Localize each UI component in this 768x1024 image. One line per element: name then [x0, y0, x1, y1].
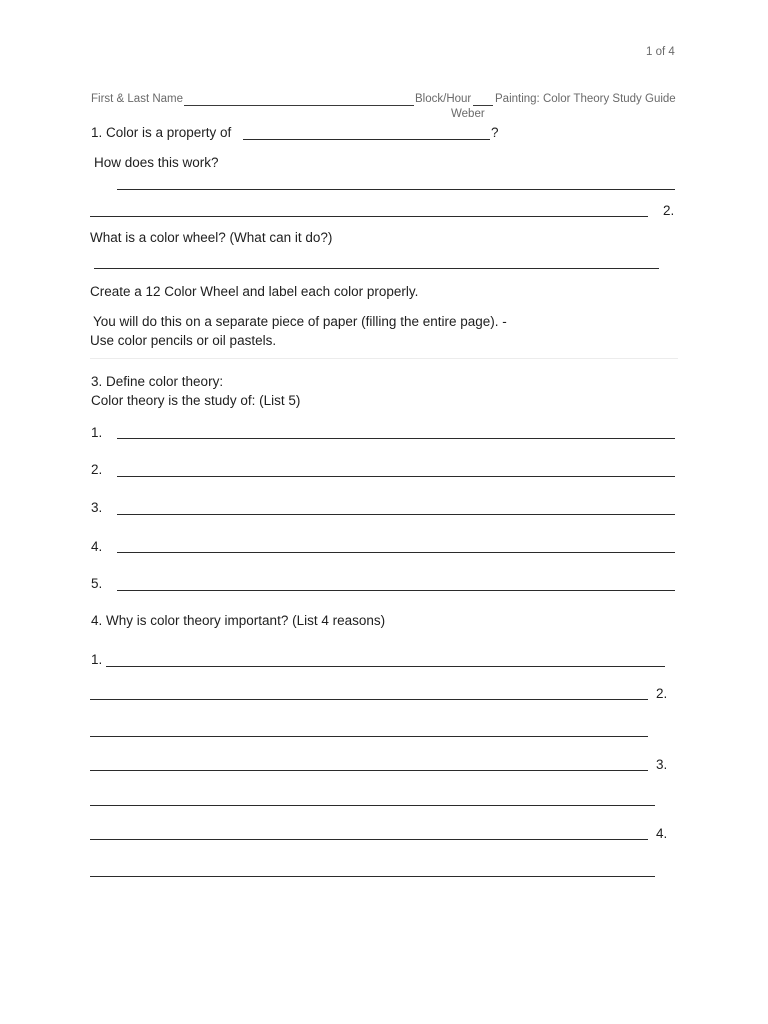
block-blank[interactable]	[473, 105, 493, 106]
q1-question-mark: ?	[491, 125, 499, 140]
q2-task: Create a 12 Color Wheel and label each color properly.	[90, 284, 419, 299]
q3-item-number: 1.	[91, 425, 103, 440]
q3-prompt: 3. Define color theory:	[91, 374, 224, 389]
q1-prompt: 1. Color is a property of	[91, 125, 232, 140]
q2-instruction-1: You will do this on a separate piece of paper (filling the entire page). -	[93, 314, 507, 329]
q1-follow-up: How does this work?	[94, 155, 219, 170]
q3-item-number: 2.	[91, 462, 103, 477]
q3-item-number: 5.	[91, 576, 103, 591]
q3-answer-line[interactable]	[117, 514, 675, 515]
q2-instruction-2: Use color pencils or oil pastels.	[90, 333, 277, 348]
q3-sub-prompt: Color theory is the study of: (List 5)	[91, 393, 301, 408]
q3-answer-line[interactable]	[117, 590, 675, 591]
name-blank[interactable]	[184, 105, 414, 106]
q4-item-number: 4.	[656, 826, 668, 841]
name-label: First & Last Name	[91, 93, 184, 105]
q4-answer-line[interactable]	[106, 666, 665, 667]
q1-answer-blank[interactable]	[243, 139, 490, 140]
q4-answer-line[interactable]	[90, 736, 648, 737]
q4-item-number: 1.	[91, 652, 103, 667]
block-label: Block/Hour	[415, 93, 472, 105]
course-title: Painting: Color Theory Study Guide	[495, 93, 676, 105]
q3-answer-line[interactable]	[117, 476, 675, 477]
q2-prompt: What is a color wheel? (What can it do?)	[90, 230, 333, 245]
q1-answer-line-2[interactable]	[90, 216, 648, 217]
section-divider	[90, 358, 678, 359]
q2-number: 2.	[663, 203, 675, 218]
teacher-name: Weber	[451, 108, 485, 120]
q4-prompt: 4. Why is color theory important? (List 4 reasons)	[91, 613, 386, 628]
q3-answer-line[interactable]	[117, 438, 675, 439]
q4-item-number: 2.	[656, 686, 668, 701]
q2-answer-line[interactable]	[94, 268, 659, 269]
q4-answer-line[interactable]	[90, 876, 655, 877]
q3-answer-line[interactable]	[117, 552, 675, 553]
q3-item-number: 4.	[91, 539, 103, 554]
q4-answer-line[interactable]	[90, 770, 648, 771]
page-number: 1 of 4	[646, 46, 675, 58]
q4-answer-line[interactable]	[90, 839, 648, 840]
q3-item-number: 3.	[91, 500, 103, 515]
q1-answer-line-1[interactable]	[117, 189, 675, 190]
q4-answer-line[interactable]	[90, 699, 648, 700]
q4-item-number: 3.	[656, 757, 668, 772]
q4-answer-line[interactable]	[90, 805, 655, 806]
